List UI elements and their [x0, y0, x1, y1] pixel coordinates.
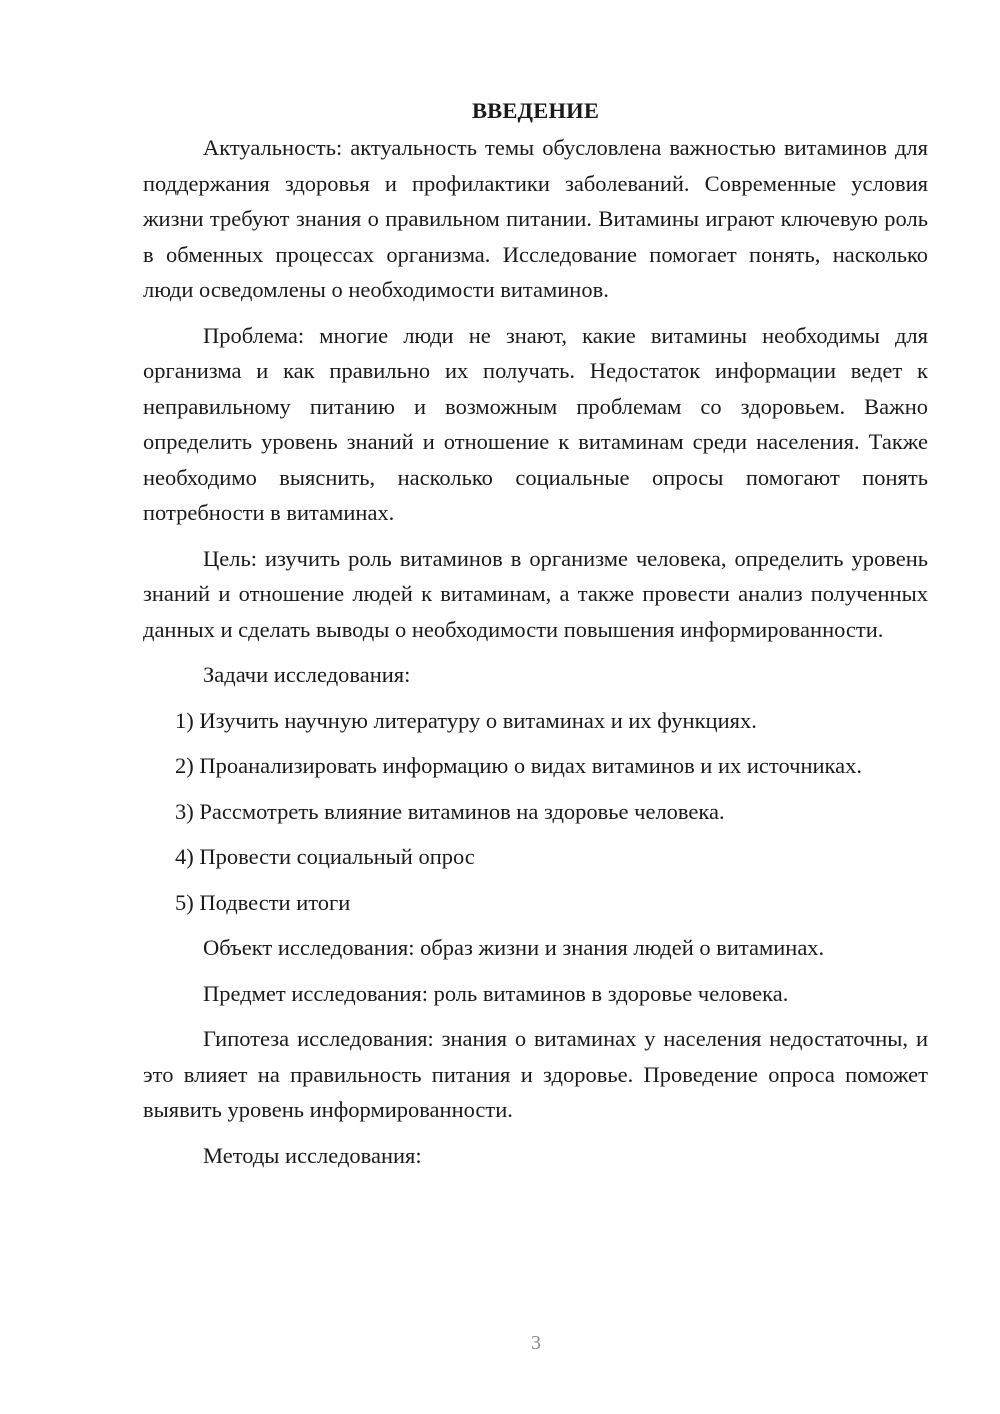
methods-heading: Методы исследования: [203, 1142, 422, 1168]
page-content [143, 96, 928, 1173]
object-paragraph: Объект исследования: образ жизни и знания людей о витаминах. [203, 935, 825, 960]
problem-paragraph: Проблема: многие люди не знают, какие витамины необходимы для организма и как правильно их получать. Недостаток информации ведет к неправильному питанию и возможным проблемам со здоровьем. Важно определить уровень знаний и отношение к витаминам среди населения. Также необходимо выяснить, насколько социальные опросы помогают понять потребности в витаминах. [143, 322, 928, 525]
task-item-3: 3) Рассмотреть влияние витаминов на здоровье человека. [175, 798, 725, 824]
task-item-1: 1) Изучить научную литературу о витаминах и их функциях. [175, 707, 757, 733]
goal-paragraph: Цель: изучить роль витаминов в организме человека, определить уровень знаний и отношение людей к витаминам, а также провести анализ полученных данных и сделать выводы о необходимости повышения информированности. [143, 545, 928, 642]
hypothesis-paragraph: Гипотеза исследования: знания о витаминах у населения недостаточны, и это влияет на правильность питания и здоровье. Проведение опроса поможет выявить уровень информированности. [143, 1026, 928, 1122]
subject-paragraph: Предмет исследования: роль витаминов в здоровье человека. [203, 980, 789, 1006]
task-item-4: 4) Провести социальный опрос [175, 844, 475, 869]
page-number: 3 [531, 1332, 541, 1354]
section-heading: ВВЕДЕНИЕ [471, 98, 600, 123]
relevance-paragraph: Актуальность: актуальность темы обусловлена важностью витаминов для поддержания здоровья и профилактики заболеваний. Современные условия жизни требуют знания о правильном питании. Витамины играют ключевую роль в обменных процессах организма. Исследование помогает понять, насколько люди осведомлены о необходимости витаминов. [143, 135, 928, 302]
task-item-2: 2) Проанализировать информацию о видах витаминов и их источниках. [175, 753, 862, 778]
tasks-heading: Задачи исследования: [203, 662, 411, 687]
task-item-5: 5) Подвести итоги [175, 889, 351, 915]
